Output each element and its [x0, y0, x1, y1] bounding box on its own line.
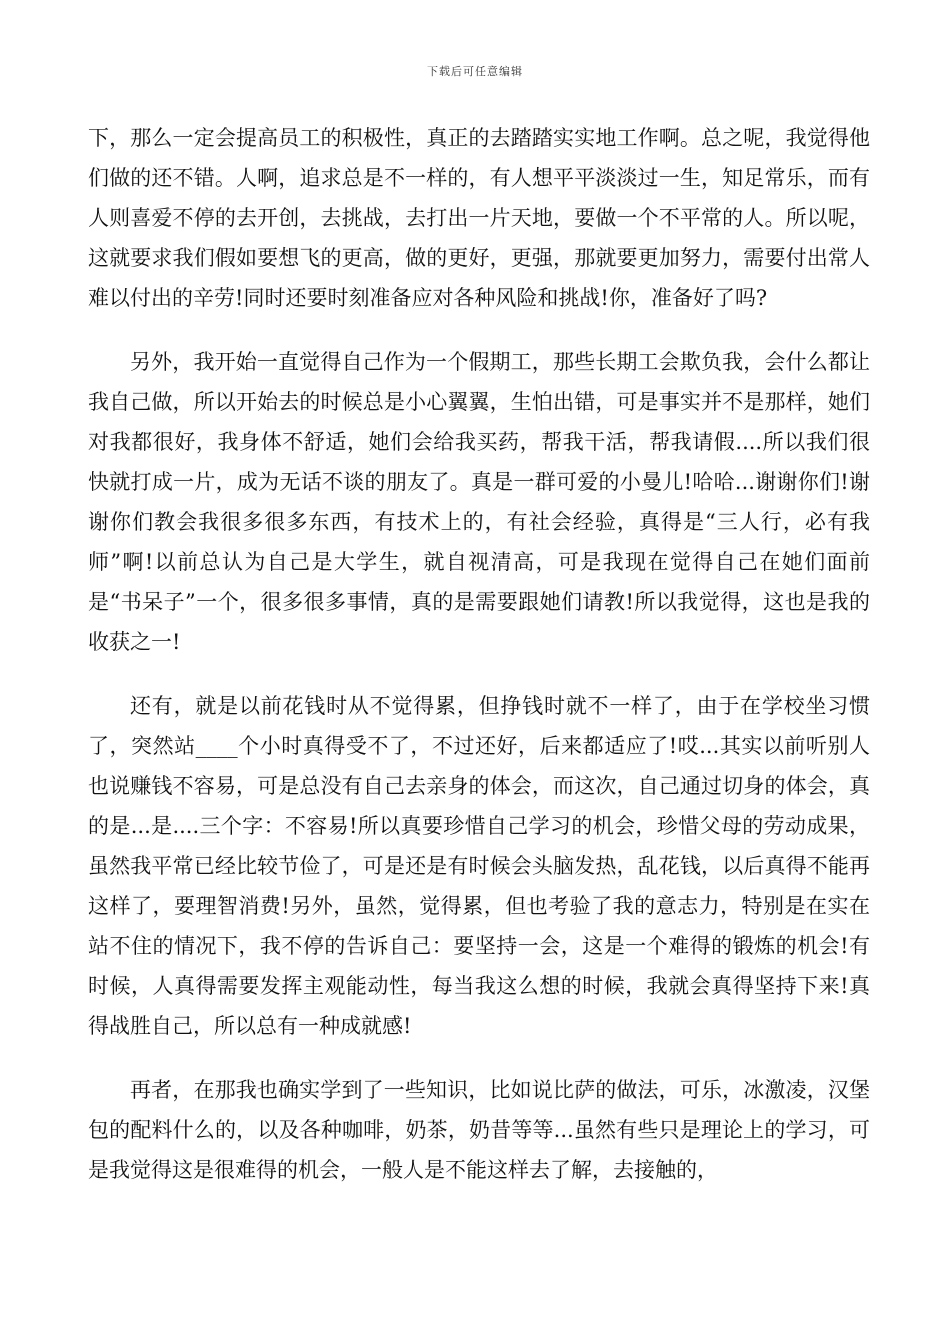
paragraph-knowledge: 再者，在那我也确实学到了一些知识，比如说比萨的做法，可乐，冰激凌，汉堡包的配料什么的，以及各种咖啡，奶茶，奶昔等等...虽然有些只是理论上的学习，可是我觉得这是很难得的机会，一般人是不能这样去了解，去接触的，	[88, 1078, 870, 1182]
document-body	[88, 118, 870, 1214]
page-header-note: 下载后可任意编辑	[427, 65, 523, 78]
paragraph-earning-money: 还有，就是以前花钱时从不觉得累，但挣钱时就不一样了，由于在学校坐习惯了，突然站____个小时真得受不了，不过还好，后来都适应了!哎...其实以前听别人也说赚钱不容易，可是总没有自己去亲身的体会，而这次，自己通过切身的体会，真的是...是....三个字：不容易!所以真要珍惜自己学习的机会，珍惜父母的劳动成果，虽然我平常已经比较节俭了，可是还是有时候会头脑发热，乱花钱，以后真得不能再这样了，要理智消费!另外，虽然，觉得累，但也考验了我的意志力，特别是在实在站不住的情况下，我不停的告诉自己：要坚持一会，这是一个难得的锻炼的机会!有时候，人真得需要发挥主观能动性，每当我这么想的时候，我就会真得坚持下来!真得战胜自己，所以总有一种成就感!	[88, 694, 870, 1038]
paragraph-continuation: 下，那么一定会提高员工的积极性，真正的去踏踏实实地工作啊。总之呢，我觉得他们做的还不错。人啊，追求总是不一样的，有人想平平淡淡过一生，知足常乐，而有人则喜爱不停的去开创，去挑战，去打出一片天地，要做一个不平常的人。所以呢，这就要求我们假如要想飞的更高，做的更好，更强，那就要更加努力，需要付出常人难以付出的辛劳!同时还要时刻准备应对各种风险和挑战!你，准备好了吗?	[88, 126, 870, 310]
paragraph-coworkers: 另外，我开始一直觉得自己作为一个假期工，那些长期工会欺负我，会什么都让我自己做，所以开始去的时候总是小心翼翼，生怕出错，可是事实并不是那样，她们对我都很好，我身体不舒适，她们会给我买药，帮我干活，帮我请假....所以我们很快就打成一片，成为无话不谈的朋友了。真是一群可爱的小曼儿!哈哈...谢谢你们!谢谢你们教会我很多很多东西，有技术上的，有社会经验，真得是“三人行，必有我师”啊!以前总认为自己是大学生，就自视清高，可是我现在觉得自己在她们面前是“书呆子”一个，很多很多事情，真的是需要跟她们请教!所以我觉得，这也是我的收获之一!	[88, 350, 870, 654]
